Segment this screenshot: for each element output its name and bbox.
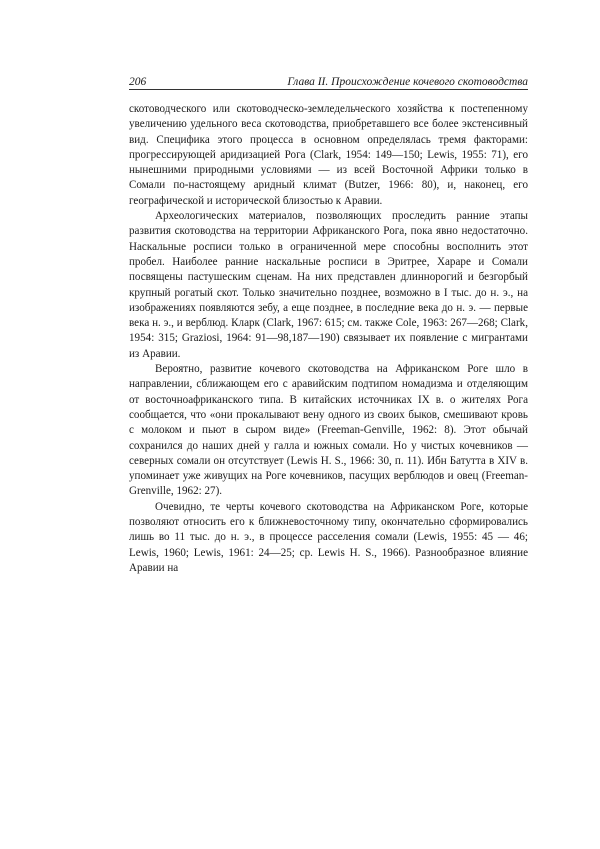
paragraph-3: Вероятно, развитие кочевого скотоводства на Африканском Роге шло в направлении, сближающем его с аравийским подтипом номадизма и отделяющим от восточноафриканского типа. В китайских источниках IX в. о жителях Рога сообщается, что «они прокалывают вену одного из своих быков, смешивают кровь с молоком и пьют в сыром виде» (Freeman-Genville, 1962: 8). Этот обычай сохранился до наших дней у галла и южных сомали. Но у чистых кочевников — северных сомали он отсутствует (Lewis H. S., 1966: 30, п. 11). Ибн Батутта в XIV в. упоминает уже живущих на Роге кочевников, пасущих верблюдов и овец (Freeman-Grenville, 1962: 27). [129, 363, 528, 498]
paragraph-1: скотоводческого или скотоводческо-земледельческого хозяйства к постепенному увеличению удельного веса скотоводства, приобретавшего все более экстенсивный вид. Специфика этого процесса в основном определялась тремя факторами: прогрессирующей аридизацией Рога (Clark, 1954: 149—150; Lewis, 1955: 71), его нынешними природными условиями — из всей Восточной Африки только в Сомали по-настоящему аридный климат (Butzer, 1966: 80), и, наконец, его географической и исторической близостью к Аравии. [129, 103, 528, 207]
body-text [129, 102, 528, 576]
running-title: Глава II. Происхождение кочевого скотоводства [287, 76, 528, 88]
header-rule [129, 89, 528, 90]
paragraph-4: Очевидно, те черты кочевого скотоводства на Африканском Роге, которые позволяют относить его к ближневосточному типу, окончательно сформировались лишь во 11 тыс. до н. э., в процессе расселения сомали (Lewis, 1955: 45 — 46; Lewis, 1960; Lewis, 1961: 24—25; ср. Lewis H. S., 1966). Разнообразное влияние Аравии на [129, 500, 528, 574]
paragraph-2: Археологических материалов, позволяющих проследить ранние этапы развития скотоводства на территории Африканского Рога, пока явно недостаточно. Наскальные росписи только в ограниченной мере способны восполнить этот пробел. Наиболее ранние наскальные росписи в Эритрее, Хараре и Сомали посвящены пастушеским сценам. На них представлен длиннорогий и безгорбый крупный рогатый скот. Только значительно позднее, возможно в I тыс. до н. э., на изображениях появляются зебу, а еще позднее, в последние века до н. э. — первые века н. э., и верблюд. Кларк (Clark, 1967: 615; см. также Cole, 1963: 267—268; Clark, 1954: 315; Graziosi, 1964: 91—98,187—190) связывает их появление с мигрантами из Аравии. [129, 210, 528, 360]
page-number: 206 [129, 76, 147, 88]
